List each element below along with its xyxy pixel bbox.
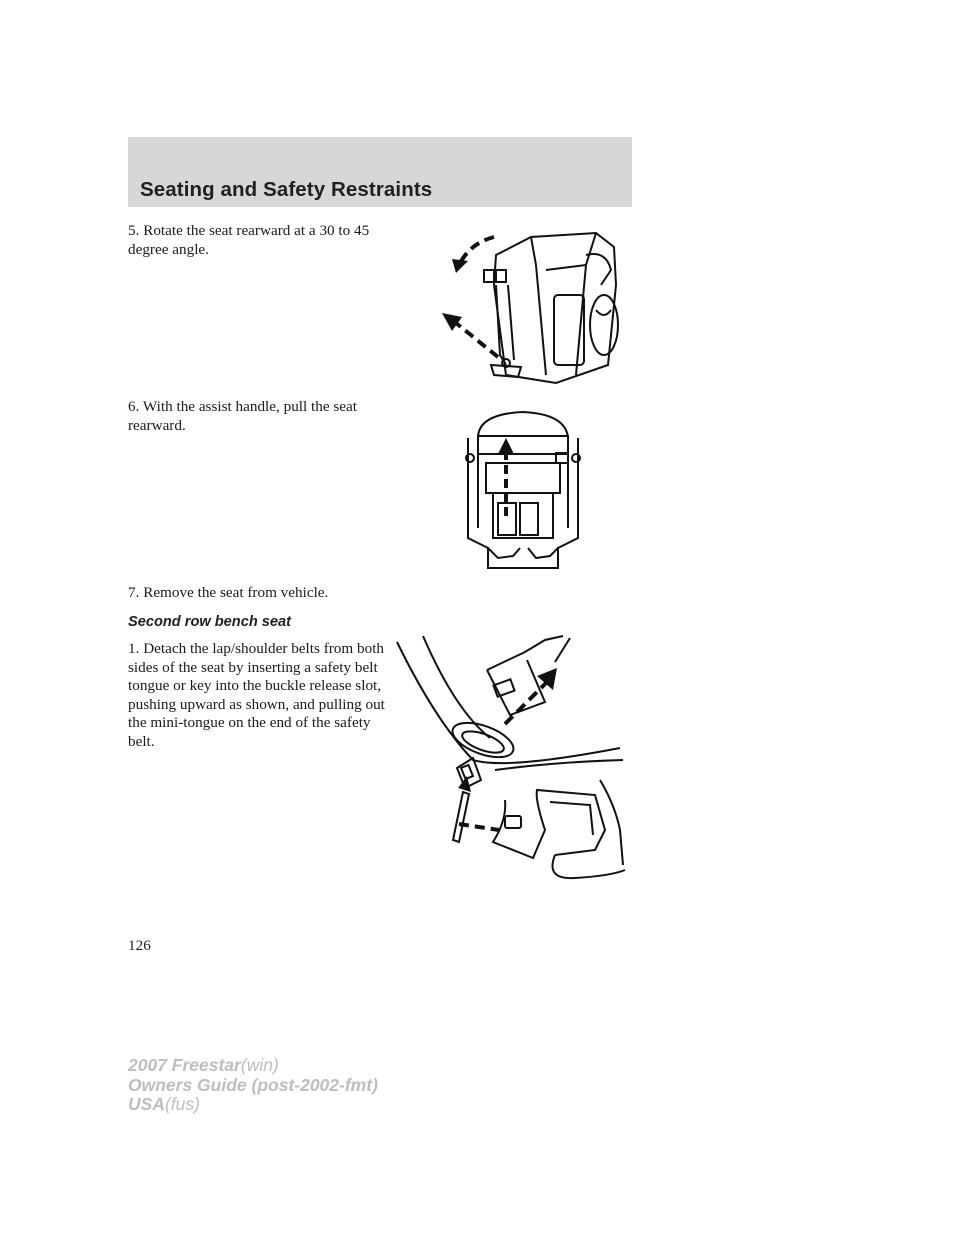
seat-pull-illustration [458,408,588,574]
belt-release-illustration [395,630,630,892]
step-5-text: 5. Rotate the seat rearward at a 30 to 45 degree angle. [128,222,370,258]
footer-guide: Owners Guide (post-2002-fmt) [128,1074,378,1095]
page-number: 126 [128,937,151,954]
section-subheading: Second row bench seat [128,614,292,630]
step-7-text: 7. Remove the seat from vehicle. [128,584,329,601]
footer-market: USA [128,1094,165,1114]
section-step-1-text: 1. Detach the lap/shoulder belts from both sides of the seat by inserting a safety belt tongue or key into the buckle release slot, pushing upward as shown, and pulling out the mini-tongue on the end of the safety belt. [128,640,385,750]
footer-market-code: (fus) [164,1094,200,1114]
footer [128,1056,378,1115]
page-title: Seating and Safety Restraints [140,178,433,201]
seat-rotate-illustration [436,225,636,390]
step-6-text: 6. With the assist handle, pull the seat rearward. [128,398,357,434]
footer-model-code: (win) [240,1055,279,1075]
footer-model: 2007 Freestar [128,1055,241,1075]
